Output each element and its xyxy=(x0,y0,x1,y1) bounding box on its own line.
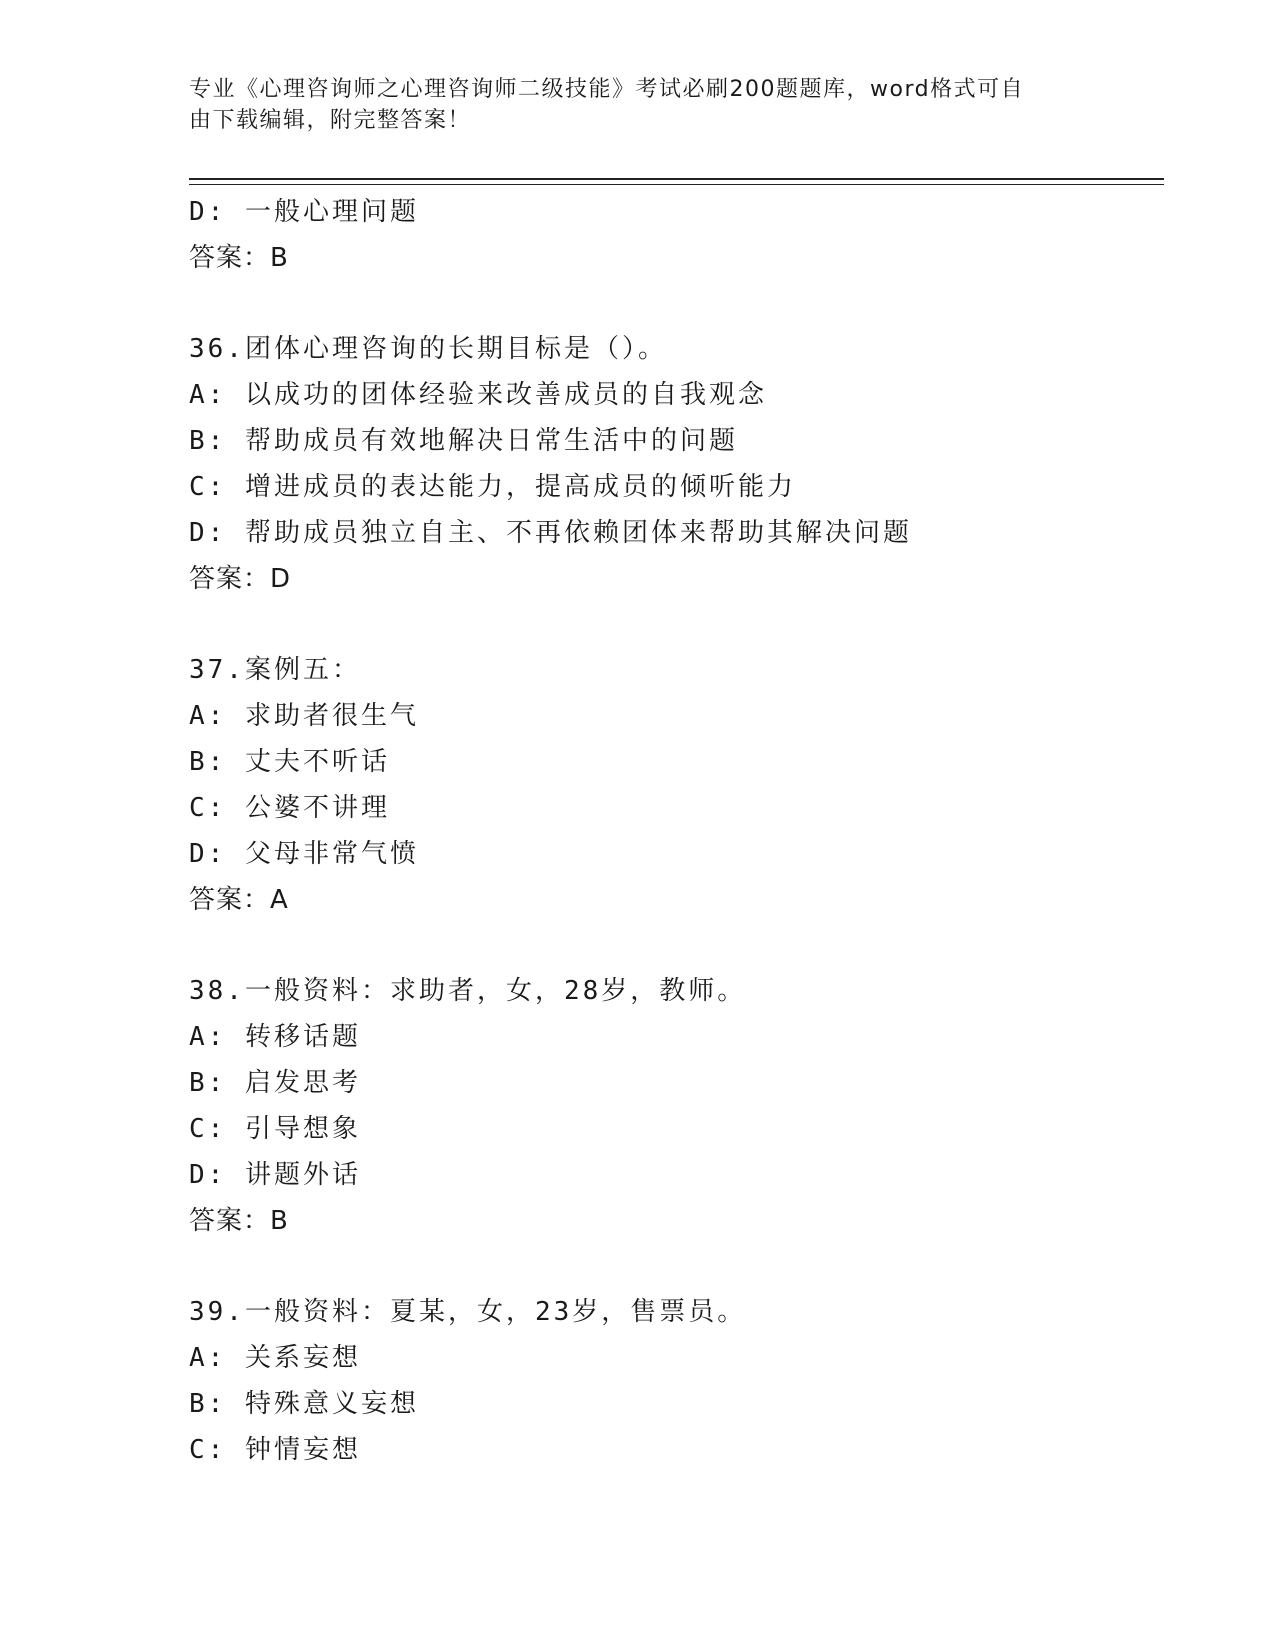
option-b: B: 启发思考 xyxy=(189,1068,361,1098)
answer-line: 答案：D xyxy=(189,564,292,594)
answer-line: 答案：B xyxy=(189,243,289,273)
option-a: A: 转移话题 xyxy=(189,1022,361,1052)
header-line-1: 专业《心理咨询师之心理咨询师二级技能》考试必刷200题题库，word格式可自 xyxy=(189,77,1025,102)
question-stem: 38.一般资料：求助者，女，28岁，教师。 xyxy=(189,976,747,1006)
option-a: A: 关系妄想 xyxy=(189,1343,361,1373)
option-a: A: 求助者很生气 xyxy=(189,701,419,731)
option-c: C: 公婆不讲理 xyxy=(189,793,390,823)
option-c: C: 钟情妄想 xyxy=(189,1435,361,1465)
option-c: C: 引导想象 xyxy=(189,1114,361,1144)
option-b: B: 帮助成员有效地解决日常生活中的问题 xyxy=(189,426,738,456)
option-d: D: 帮助成员独立自主、不再依赖团体来帮助其解决问题 xyxy=(189,518,912,548)
option-b: B: 丈夫不听话 xyxy=(189,747,390,777)
question-list xyxy=(189,189,1169,1473)
header-divider-thick xyxy=(189,178,1164,180)
question-38 xyxy=(189,968,1169,1244)
answer-line: 答案：B xyxy=(189,1206,289,1236)
question-36 xyxy=(189,326,1169,602)
option-d: D: 父母非常气愤 xyxy=(189,839,419,869)
question-39 xyxy=(189,1289,1169,1473)
option-d: D: 一般心理问题 xyxy=(189,197,419,227)
option-a: A: 以成功的团体经验来改善成员的自我观念 xyxy=(189,380,767,410)
question-37 xyxy=(189,647,1169,923)
header-divider-thin xyxy=(189,184,1164,185)
option-c: C: 增进成员的表达能力，提高成员的倾听能力 xyxy=(189,472,796,502)
option-d: D: 讲题外话 xyxy=(189,1160,361,1190)
question-stem: 37.案例五： xyxy=(189,655,361,685)
question-stem: 36.团体心理咨询的长期目标是（）。 xyxy=(189,334,667,364)
document-header xyxy=(189,74,1079,136)
question-stem: 39.一般资料：夏某，女，23岁，售票员。 xyxy=(189,1297,747,1327)
header-line-2: 由下载编辑，附完整答案！ xyxy=(189,108,472,133)
option-b: B: 特殊意义妄想 xyxy=(189,1389,419,1419)
answer-line: 答案：A xyxy=(189,885,289,915)
